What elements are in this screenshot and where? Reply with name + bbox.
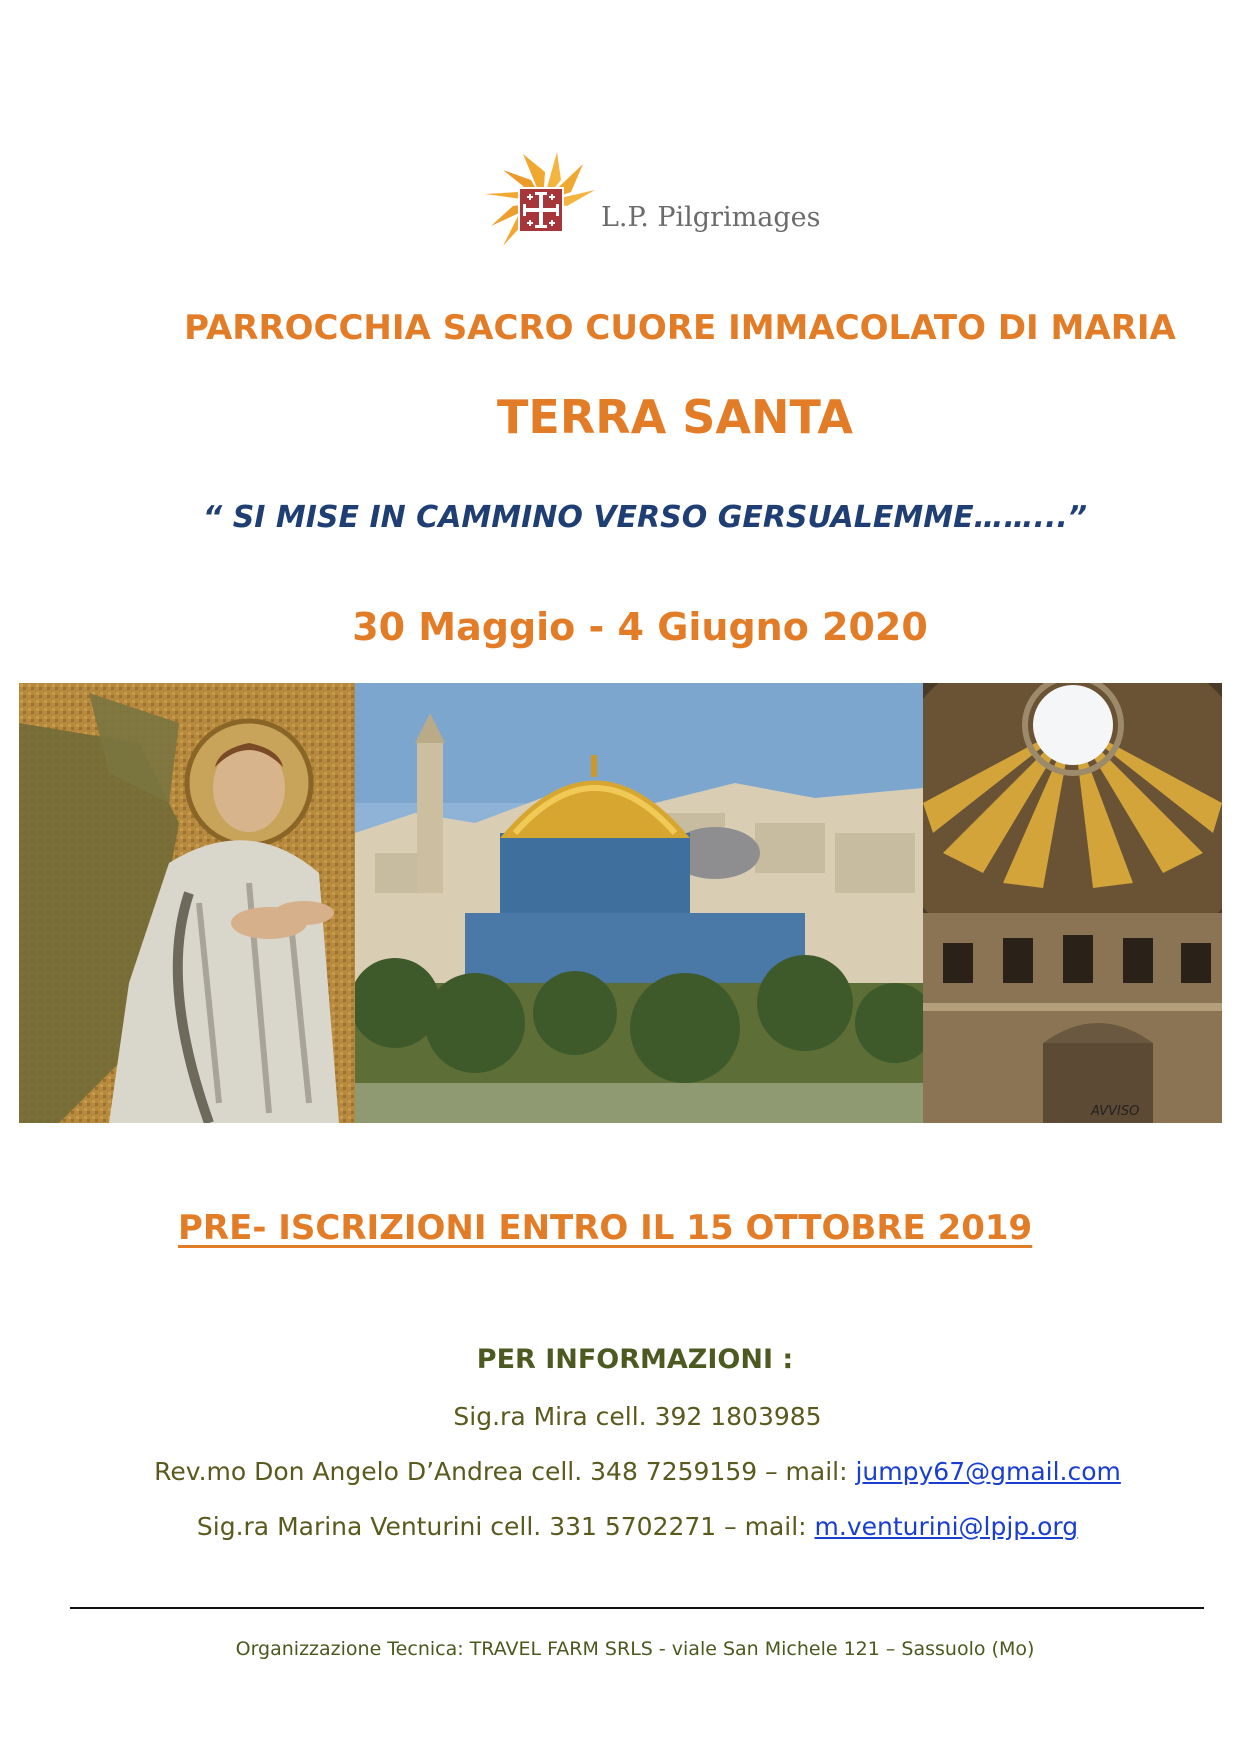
watermark: AVVISO bbox=[1091, 1104, 1140, 1119]
brand-logo bbox=[483, 150, 821, 250]
footer-organizer: Organizzazione Tecnica: TRAVEL FARM SRLS - viale San Michele 121 – Sassuolo (Mo) bbox=[235, 1638, 1035, 1660]
jerusalem-skyline-image bbox=[355, 683, 923, 1123]
contact-text: Sig.ra Marina Venturini cell. 331 5702271 – mail: bbox=[196, 1512, 815, 1541]
church-dome-image bbox=[923, 683, 1222, 1123]
trip-dates: 30 Maggio - 4 Giugno 2020 bbox=[352, 605, 928, 649]
destination-title: TERRA SANTA bbox=[497, 390, 853, 444]
jerusalem-cross-sun-icon bbox=[483, 150, 603, 250]
email-link[interactable]: m.venturini@lpjp.org bbox=[814, 1512, 1079, 1541]
preregistration-deadline: PRE- ISCRIZIONI ENTRO IL 15 OTTOBRE 2019 bbox=[178, 1208, 1033, 1248]
contact-line bbox=[0, 1512, 1240, 1541]
contact-line bbox=[0, 1457, 1240, 1486]
contact-text: Sig.ra Mira cell. 392 1803985 bbox=[453, 1402, 822, 1431]
footer-divider bbox=[70, 1607, 1204, 1609]
contact-text: Rev.mo Don Angelo D’Andrea cell. 348 7259159 – mail: bbox=[154, 1457, 856, 1486]
info-heading: PER INFORMAZIONI : bbox=[476, 1344, 794, 1375]
brand-name: L.P. Pilgrimages bbox=[601, 202, 821, 233]
email-link[interactable]: jumpy67@gmail.com bbox=[855, 1457, 1121, 1486]
motto-quote: “ SI MISE IN CAMMINO VERSO GERSUALEMME……...” bbox=[202, 500, 1088, 535]
photo-strip bbox=[19, 683, 1222, 1123]
parish-name: PARROCCHIA SACRO CUORE IMMACOLATO DI MARIA bbox=[184, 308, 1176, 348]
contact-line bbox=[0, 1402, 1240, 1431]
angel-mosaic-image bbox=[19, 683, 355, 1123]
